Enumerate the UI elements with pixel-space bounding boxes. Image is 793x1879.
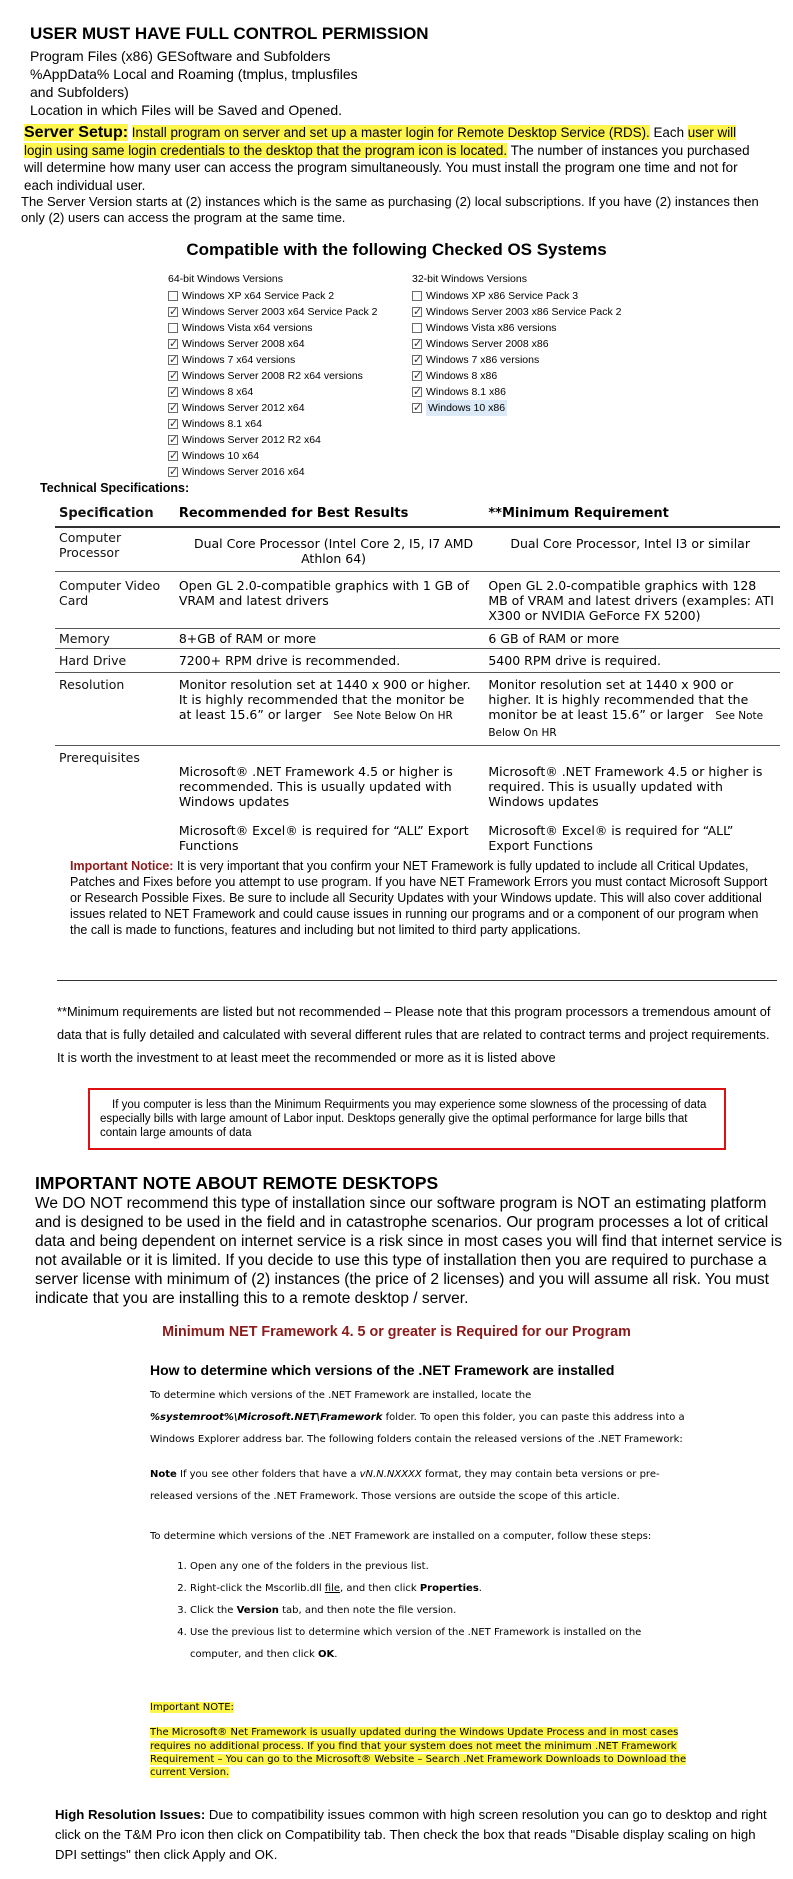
os-checkbox-row[interactable] bbox=[412, 336, 622, 352]
col-header-spec: Specification bbox=[55, 500, 175, 527]
net-important-text: The Microsoft® Net Framework is usually updated during the Windows Update Process and in most cases requires no additional process. If you find that your system does not meet the minimum .NET Framework Requirement – You can go to the Microsoft® Website – Search .Net Framework Downloads to Download the current Version. bbox=[150, 1727, 687, 1779]
divider bbox=[57, 980, 777, 981]
os-checkbox-row[interactable] bbox=[168, 416, 378, 432]
important-notice-label: Important Notice: bbox=[70, 859, 174, 873]
os-label: Windows XP x86 Service Pack 3 bbox=[426, 290, 579, 302]
minimum-cell: 5400 RPM drive is required. bbox=[484, 648, 780, 672]
version-format: vN.N.NXXXX bbox=[359, 1469, 422, 1480]
os-checkbox-row[interactable] bbox=[168, 400, 378, 416]
net-paragraph bbox=[150, 1385, 685, 1451]
recommended-cell: Open GL 2.0-compatible graphics with 1 GB of VRAM and latest drivers bbox=[175, 571, 485, 628]
performance-warning-box bbox=[88, 1088, 726, 1150]
ok-label: OK bbox=[318, 1649, 335, 1660]
permission-line: %AppData% Local and Roaming (tmplus, tmplusfiles bbox=[30, 66, 358, 82]
resolution-text: Monitor resolution set at 1440 x 900 or higher. It is highly recommended that the monitor be at least 15.6” or larger bbox=[178, 676, 471, 722]
col-header-recommended: Recommended for Best Results bbox=[175, 500, 485, 527]
steps-intro: To determine which versions of the .NET Framework are installed on a computer, follow these steps: bbox=[150, 1531, 652, 1542]
net-text: To determine which versions of the .NET Framework are installed, locate the bbox=[150, 1390, 532, 1401]
server-setup-text: Each bbox=[649, 125, 685, 140]
checkbox-checked-icon[interactable] bbox=[168, 355, 178, 365]
os-64-column bbox=[168, 271, 378, 480]
net-instructions bbox=[150, 1385, 685, 1666]
table-row bbox=[55, 648, 780, 672]
table-row bbox=[55, 628, 780, 648]
high-resolution-label: High Resolution Issues: bbox=[55, 1807, 206, 1822]
net-text: If you see other folders that have a bbox=[176, 1469, 360, 1480]
step-text: , and then click bbox=[340, 1583, 420, 1594]
steps-list bbox=[150, 1556, 685, 1666]
os-checkbox-row[interactable] bbox=[168, 464, 378, 480]
minimum-cell: Dual Core Processor, Intel I3 or similar bbox=[484, 527, 780, 571]
os-checkbox-row[interactable] bbox=[412, 304, 622, 320]
minimum-cell: 6 GB of RAM or more bbox=[484, 628, 780, 648]
permission-line: Location in which Files will be Saved and Opened. bbox=[30, 102, 343, 118]
server-setup-section bbox=[21, 124, 759, 226]
net-text: format, they may contain beta versions or pre-released versions of the .NET Framework. Those versions are outside the scope of this article. bbox=[150, 1469, 660, 1502]
os-label: Windows Vista x86 versions bbox=[426, 322, 557, 334]
checkbox-checked-icon[interactable] bbox=[168, 419, 178, 429]
framework-path: %systemroot%\Microsoft.NET\Framework bbox=[150, 1412, 383, 1423]
hr-note-link: See Note Below On HR bbox=[333, 709, 453, 722]
list-item bbox=[190, 1600, 685, 1622]
note-label: Note bbox=[150, 1469, 177, 1480]
os-label: Windows 8.1 x64 bbox=[182, 418, 262, 430]
checkbox-checked-icon[interactable] bbox=[412, 403, 422, 413]
checkbox-checked-icon[interactable] bbox=[168, 435, 178, 445]
checkbox-checked-icon[interactable] bbox=[412, 307, 422, 317]
min-requirements-note: **Minimum requirements are listed but not recommended – Please note that this program processors a tremendous amount of data that is fully detailed and calculated with several different rules that are related to contract terms and project requirements. It is worth the investment to at least meet the recommended or more as it is listed above bbox=[57, 1004, 771, 1065]
checkbox-unchecked-icon[interactable] bbox=[168, 291, 178, 301]
os-checkbox-row[interactable] bbox=[412, 288, 622, 304]
os-checkbox-row[interactable] bbox=[412, 368, 622, 384]
spec-cell: Resolution bbox=[55, 672, 175, 745]
permission-line: Program Files (x86) GESoftware and Subfolders bbox=[30, 48, 331, 64]
os-checkbox-row[interactable] bbox=[412, 400, 622, 416]
checkbox-unchecked-icon[interactable] bbox=[412, 291, 422, 301]
step-text: Right-click the Mscorlib.dll bbox=[190, 1583, 325, 1594]
table-row bbox=[55, 571, 780, 628]
spec-cell: Computer Processor bbox=[55, 527, 175, 571]
minimum-cell: Open GL 2.0-compatible graphics with 128 MB of VRAM and latest drivers (examples: ATI X300 or NVIDIA GeForce FX 5200) bbox=[484, 571, 780, 628]
os-label: Windows XP x64 Service Pack 2 bbox=[182, 290, 335, 302]
os-label: Windows 10 x86 bbox=[428, 402, 506, 414]
net-text: folder. To open this folder, you can paste this address into a Windows Explorer address bar. The following folders contain the released versions of the .NET Framework: bbox=[150, 1412, 685, 1445]
os-checkbox-row[interactable] bbox=[168, 304, 378, 320]
os-64-heading: 64-bit Windows Versions bbox=[168, 273, 283, 285]
checkbox-unchecked-icon[interactable] bbox=[412, 323, 422, 333]
net-important-note bbox=[150, 1701, 690, 1779]
recommended-cell bbox=[175, 745, 485, 855]
table-row bbox=[55, 672, 780, 745]
minimum-cell bbox=[484, 672, 780, 745]
os-checkbox-row[interactable] bbox=[168, 336, 378, 352]
os-checkbox-row[interactable] bbox=[412, 352, 622, 368]
list-item: 2. Right-click the Mscorlib.dll file, and then click Properties. bbox=[190, 1578, 685, 1600]
checkbox-checked-icon[interactable] bbox=[168, 403, 178, 413]
resolution-text: Monitor resolution set at 1440 x 900 or higher. It is highly recommended that the monitor be at least 15.6” or larger bbox=[488, 676, 749, 722]
checkbox-checked-icon[interactable] bbox=[168, 387, 178, 397]
os-label: Windows Server 2012 x64 bbox=[182, 402, 305, 414]
os-checkbox-row[interactable] bbox=[412, 320, 622, 336]
high-resolution-text: Due to compatibility issues common with high screen resolution you can go to desktop and right click on the T&M Pro icon then click on Compatibility tab. Then check the box that reads "Disable display scaling on high DPI settings" then click Apply and OK. bbox=[55, 1807, 767, 1862]
os-label: Windows 8 x64 bbox=[182, 386, 254, 398]
os-label: Windows Server 2016 x64 bbox=[182, 466, 305, 478]
version-tab-label: Version bbox=[236, 1605, 279, 1616]
high-resolution-section bbox=[55, 1805, 775, 1865]
os-label: Windows Server 2003 x86 Service Pack 2 bbox=[426, 306, 622, 318]
step-text: Use the previous list to determine which version of the .NET Framework is installed on the computer, and then click bbox=[190, 1627, 642, 1660]
recommended-cell: 7200+ RPM drive is recommended. bbox=[175, 648, 485, 672]
os-checkbox-row[interactable] bbox=[168, 432, 378, 448]
os-label: Windows Server 2008 x86 bbox=[426, 338, 549, 350]
recommended-cell: Dual Core Processor (Intel Core 2, I5, I7 AMD Athlon 64) bbox=[175, 527, 485, 571]
hr-note-link: See Note Below On HR bbox=[488, 709, 764, 739]
os-label: Windows 8.1 x86 bbox=[426, 386, 506, 398]
net-important-label: Important NOTE: bbox=[150, 1702, 234, 1713]
spec-cell: Hard Drive bbox=[55, 648, 175, 672]
os-checkbox-row[interactable] bbox=[168, 352, 378, 368]
net-note bbox=[150, 1464, 685, 1508]
net-framework-title: Minimum NET Framework 4. 5 or greater is Required for our Program bbox=[162, 1324, 631, 1340]
remote-desktop-text: We DO NOT recommend this type of installation since our software program is NOT an estimating platform and is designed to be used in the field and in catastrophe scenarios. Our program processes a lot of critical data and being dependent on internet service is a risk since in most cases you will find that internet service is not available or it is limited. If you decide to use this type of installation then you are required to purchase a server license with minimum of (2) instances (the price of 2 licenses) and you will assume all risk. You must indicate that you are installing this to a remote desktop / server. bbox=[35, 1195, 782, 1307]
os-32-heading: 32-bit Windows Versions bbox=[412, 273, 527, 285]
os-checkbox-row[interactable] bbox=[412, 384, 622, 400]
permission-title: USER MUST HAVE FULL CONTROL PERMISSION bbox=[30, 24, 429, 43]
minimum-cell bbox=[484, 745, 780, 855]
server-setup-rest: The number of instances you purchased will determine how many user can access the program simultaneously. You must install the program one time and not for each individual user. bbox=[24, 142, 750, 193]
spec-cell: Memory bbox=[55, 628, 175, 648]
server-setup-highlight: Install program on server and set up a master login for Remote Desktop Service (RDS). bbox=[131, 125, 650, 140]
file-link: file bbox=[324, 1583, 341, 1594]
excel-req: Microsoft® Excel® is required for “ALL” Export Functions bbox=[178, 822, 469, 853]
net-framework-req: Microsoft® .NET Framework 4.5 or higher is recommended. This is usually updated with Windows updates bbox=[178, 763, 453, 809]
list-item: 1. Open any one of the folders in the previous list. bbox=[190, 1556, 685, 1578]
how-to-title: How to determine which versions of the .NET Framework are installed bbox=[150, 1362, 615, 1378]
performance-warning-text: If you computer is less than the Minimum Requirments you may experience some slowness of the processing of data especially bills with large amount of Labor input. Desktops generally give the optimal performance for large bills that contain large amounts of data bbox=[100, 1099, 707, 1139]
remote-desktop-section bbox=[35, 1173, 783, 1308]
recommended-cell: 8+GB of RAM or more bbox=[175, 628, 485, 648]
list-item: 4. Use the previous list to determine which version of the .NET Framework is installed on the computer, and then click OK. bbox=[190, 1622, 685, 1666]
excel-req: Microsoft® Excel® is required for “ALL” Export Functions bbox=[488, 822, 734, 853]
spec-cell: Computer Video Card bbox=[55, 571, 175, 628]
os-label: Windows Server 2012 R2 x64 bbox=[182, 434, 321, 446]
spec-cell: Prerequisites bbox=[59, 749, 140, 765]
net-framework-req: Microsoft® .NET Framework 4.5 or higher is required. This is usually updated with Windows updates bbox=[488, 763, 763, 809]
checkbox-unchecked-icon[interactable] bbox=[168, 323, 178, 333]
os-label: Windows Server 2003 x64 Service Pack 2 bbox=[182, 306, 378, 318]
checkbox-checked-icon[interactable] bbox=[168, 307, 178, 317]
server-version-note: The Server Version starts at (2) instances which is the same as purchasing (2) local subscriptions. If you have (2) instances then only (2) users can access the program at the same time. bbox=[21, 194, 759, 225]
os-label: Windows Server 2008 x64 bbox=[182, 338, 305, 350]
server-setup-highlight-2: user will login using same login credentials to the desktop that the program icon is located. bbox=[24, 125, 737, 158]
tech-spec-table bbox=[55, 500, 780, 855]
server-setup-label: Server Setup: bbox=[24, 124, 129, 141]
checkbox-checked-icon[interactable] bbox=[412, 339, 422, 349]
table-row bbox=[55, 745, 780, 855]
checkbox-checked-icon[interactable] bbox=[168, 451, 178, 461]
os-compat-title: Compatible with the following Checked OS Systems bbox=[186, 240, 607, 259]
os-checkbox-row[interactable] bbox=[168, 448, 378, 464]
os-checkbox-row[interactable] bbox=[168, 320, 378, 336]
os-label: Windows 10 x64 bbox=[182, 450, 260, 462]
os-label: Windows 7 x86 versions bbox=[426, 354, 540, 366]
step-text: tab, and then note the file version. bbox=[278, 1605, 457, 1616]
table-row bbox=[55, 527, 780, 571]
remote-desktop-title: IMPORTANT NOTE ABOUT REMOTE DESKTOPS bbox=[35, 1173, 439, 1193]
os-label: Windows Vista x64 versions bbox=[182, 322, 313, 334]
checkbox-checked-icon[interactable] bbox=[412, 355, 422, 365]
important-notice-text: It is very important that you confirm your NET Framework is fully updated to include all Critical Updates, Patches and Fixes before you attempt to use program. If you have NET Framework Errors you must contact Microsoft Support or Research Possible Fixes. Be sure to include all Security Updates with your Windows update. This will also cover additional issues related to NET Framework and could cause issues in running our programs and or a component of our program when the call is made to functions, features and including but not limited to third party applications. bbox=[70, 859, 768, 937]
os-label: Windows 7 x64 versions bbox=[182, 354, 296, 366]
checkbox-checked-icon[interactable] bbox=[168, 339, 178, 349]
os-checkbox-row[interactable] bbox=[168, 288, 378, 304]
step-text: Click the bbox=[190, 1605, 237, 1616]
checkbox-checked-icon[interactable] bbox=[168, 371, 178, 381]
os-label: Windows Server 2008 R2 x64 versions bbox=[182, 370, 363, 382]
properties-label: Properties bbox=[419, 1583, 479, 1594]
os-32-column bbox=[412, 271, 622, 416]
permission-line: and Subfolders) bbox=[30, 84, 129, 100]
permission-section bbox=[30, 24, 770, 119]
checkbox-checked-icon[interactable] bbox=[412, 371, 422, 381]
checkbox-checked-icon[interactable] bbox=[412, 387, 422, 397]
recommended-cell bbox=[175, 672, 485, 745]
checkbox-checked-icon[interactable] bbox=[168, 467, 178, 477]
os-checkbox-row[interactable] bbox=[168, 384, 378, 400]
tech-spec-title: Technical Specifications: bbox=[40, 481, 190, 495]
important-notice bbox=[70, 858, 770, 938]
col-header-minimum: **Minimum Requirement bbox=[484, 500, 780, 527]
os-checkbox-row[interactable] bbox=[168, 368, 378, 384]
os-label: Windows 8 x86 bbox=[426, 370, 498, 382]
